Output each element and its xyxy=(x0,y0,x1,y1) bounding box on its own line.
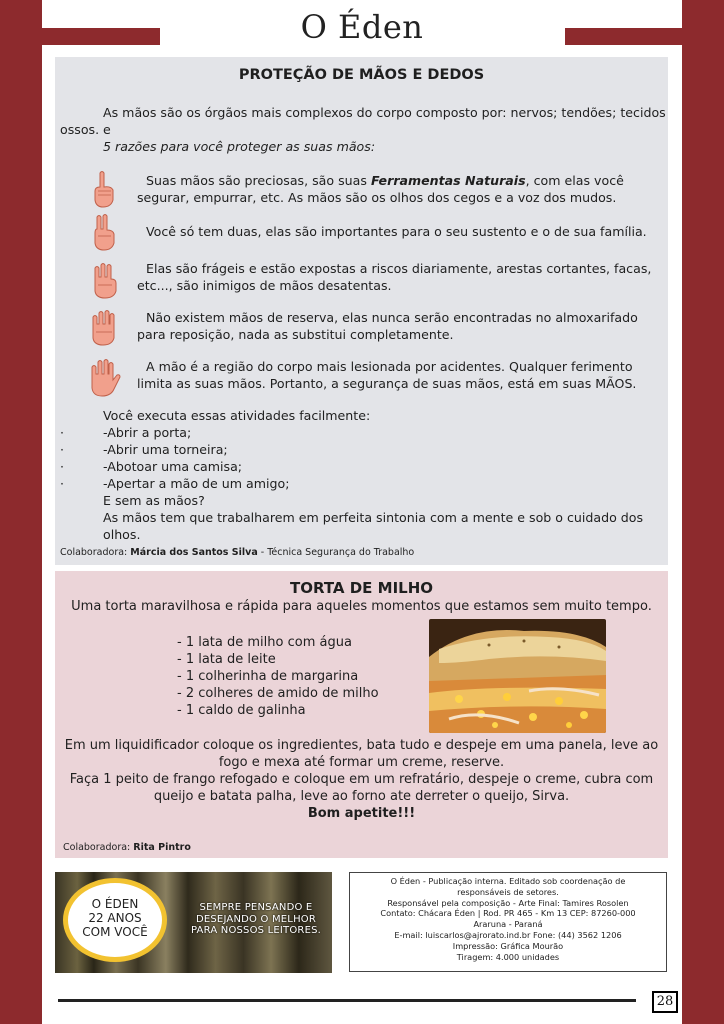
info-line: Araruna - Paraná xyxy=(473,919,543,930)
hand-three-fingers-icon xyxy=(89,260,121,300)
recipe-title: TORTA DE MILHO xyxy=(289,579,434,597)
info-line: Contato: Chácara Éden | Rod. PR 465 - Km 13 CEP: 87260-000 xyxy=(380,908,636,919)
info-line: E-mail: luiscarlos@ajrorato.ind.br Fone: (44) 3562 1206 xyxy=(394,929,622,940)
recipe-section xyxy=(55,571,668,858)
activity-bullet: · xyxy=(60,476,65,491)
activities-intro: Você executa essas atividades facilmente: xyxy=(103,408,371,423)
credit-role: - Técnica Segurança do Trabalho xyxy=(257,547,415,558)
ingredient-item: - 1 lata de milho com água xyxy=(177,635,352,650)
credit-name: Márcia dos Santos Silva xyxy=(130,547,258,558)
page-number: 28 xyxy=(652,991,678,1013)
tagline-line-3: PARA NOSSOS LEITORES. xyxy=(190,925,322,936)
ingredient-item: - 1 lata de leite xyxy=(177,652,276,667)
info-line: Responsável pela composição - Arte Final: Tamires Rosolen xyxy=(387,897,629,908)
credit-label: Colaboradora: xyxy=(63,842,134,853)
ingredient-item: - 1 colherinha de margarina xyxy=(177,669,359,684)
ingredients-list xyxy=(177,634,379,719)
activity-item: -Abrir uma torneira; xyxy=(103,442,228,457)
recipe-credit xyxy=(63,839,191,856)
info-line: O Éden - Publicação interna. Editado sob coordenação de xyxy=(390,876,626,886)
badge-line-1: O ÉDEN xyxy=(91,897,139,911)
info-line: Tiragem: 4.000 unidades xyxy=(456,951,560,962)
tagline-line-2: DESEJANDO O MELHOR xyxy=(195,913,317,925)
reason-4: Não existem mãos de reserva, elas nunca serão encontradas no almoxarifado para reposição, nada as substitui completamente. xyxy=(137,310,638,342)
reason-1-emphasis: Ferramentas Naturais xyxy=(370,173,526,188)
ad-tagline xyxy=(183,902,329,937)
masthead-title: O Éden xyxy=(300,8,424,46)
reason-1 xyxy=(137,173,663,206)
hand-protection-section xyxy=(55,57,668,565)
recipe-subtitle: Uma torta maravilhosa e rápida para aqueles momentos que estamos sem muito tempo. xyxy=(71,599,652,614)
anniversary-badge xyxy=(63,878,167,962)
activity-item: -Apertar a mão de um amigo; xyxy=(103,476,290,491)
section-title: PROTEÇÃO DE MÃOS E DEDOS xyxy=(238,67,485,83)
recipe-instructions xyxy=(63,737,660,822)
activity-bullet: · xyxy=(60,425,65,440)
ingredient-item: - 1 caldo de galinha xyxy=(177,703,306,718)
credit-label: Colaboradora: xyxy=(60,547,131,558)
question: E sem as mãos? xyxy=(103,493,205,508)
credit-name: Rita Pintro xyxy=(133,842,191,853)
reason-1-post: , com elas você segurar, empurrar, etc. As mãos são os olhos dos cegos e a voz dos mudos. xyxy=(137,173,624,205)
intro-line-1: As mãos são os órgãos mais complexos do corpo composto por: nervos; tendões; tecidos e xyxy=(103,105,666,137)
badge-line-3: COM VOCÊ xyxy=(82,925,148,939)
hand-one-finger-icon xyxy=(89,169,119,209)
reason-3: Elas são frágeis e estão expostas a riscos diariamente, arestas cortantes, facas, etc..., são inimigos de mãos desatentas. xyxy=(137,261,652,293)
protection-credit xyxy=(60,545,414,562)
activity-item: -Abotoar uma camisa; xyxy=(103,459,243,474)
hand-two-fingers-icon xyxy=(89,212,119,252)
info-line: responsáveis de setores. xyxy=(457,886,559,897)
hand-four-fingers-icon xyxy=(88,307,120,347)
publication-info-box xyxy=(349,872,667,972)
instruction-step-2: Faça 1 peito de frango refogado e coloque em um refratário, despeje o creme, cubra com queijo e batata palha, leve ao forno ate derreter o queijo, Sirva. xyxy=(69,772,654,804)
anniversary-ad xyxy=(55,872,332,973)
reason-1-pre: Suas mãos são preciosas, são suas xyxy=(146,173,371,188)
ingredient-item: - 2 colheres de amido de milho xyxy=(177,686,379,701)
tagline-line-1: SEMPRE PENSANDO E xyxy=(199,902,313,913)
reason-2: Você só tem duas, elas são importantes para o seu sustento e o de sua família. xyxy=(146,224,647,239)
reason-5: A mão é a região do corpo mais lesionada por acidentes. Qualquer ferimento limita as suas mãos. Portanto, a segurança de suas mãos, está em suas MÃOS. xyxy=(137,359,637,391)
corn-pie-photo xyxy=(429,619,606,733)
info-line: Impressão: Gráfica Mourão xyxy=(452,940,564,951)
intro-line-2: ossos. xyxy=(60,122,100,137)
activity-item: -Abrir a porta; xyxy=(103,425,192,440)
activity-bullet: · xyxy=(60,459,65,474)
recipe-signoff: Bom apetite!!! xyxy=(307,806,416,821)
reasons-subtitle: 5 razões para você proteger as suas mãos: xyxy=(103,139,376,154)
badge-line-2: 22 ANOS xyxy=(88,911,142,925)
instruction-step-1: Em um liquidificador coloque os ingredientes, bata tudo e despeje em uma panela, leve ao fogo e mexa até formar um creme, reserve. xyxy=(64,738,659,770)
hand-five-fingers-icon xyxy=(86,356,122,398)
footer-rule xyxy=(58,999,636,1002)
activity-bullet: · xyxy=(60,442,65,457)
closing-line: As mãos tem que trabalharem em perfeita sintonia com a mente e sob o cuidado dos olhos. xyxy=(103,510,644,542)
